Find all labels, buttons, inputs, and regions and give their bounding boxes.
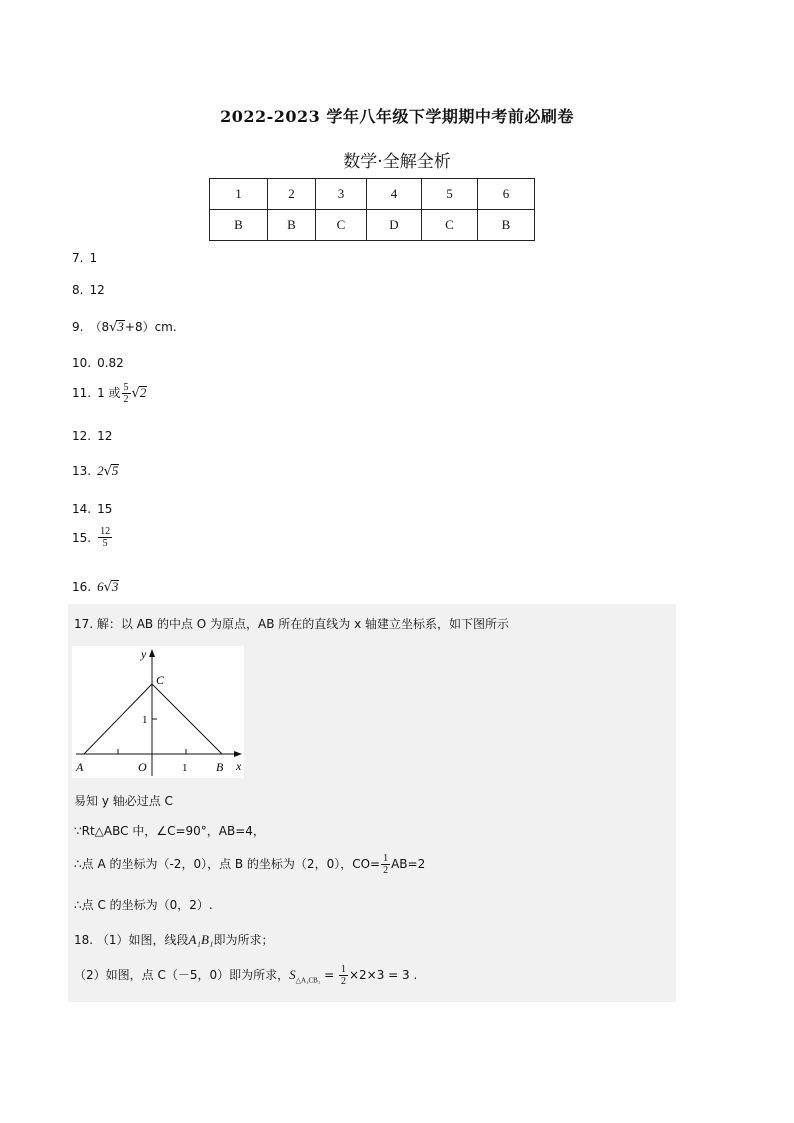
denominator: 5 (102, 538, 108, 549)
radical-sign: √ (103, 580, 112, 595)
q18-line2-tail: ×2×3 = 3 . (348, 968, 418, 982)
origin-label: O (138, 760, 147, 774)
q17-line4: ∴点 C 的坐标为（0，2）. (74, 898, 213, 912)
fraction (381, 853, 390, 876)
numerator: 1 (340, 964, 346, 975)
fraction (339, 964, 348, 987)
page-title: 2022-2023 学年八年级下学期期中考前必刷卷 (220, 107, 574, 126)
answer-q14 (72, 502, 112, 516)
area-symbol: S (289, 967, 296, 982)
point-b-label: B (216, 760, 224, 774)
question-number: 8. (72, 283, 84, 297)
question-number-cell: 3 (316, 179, 367, 210)
question-number: 11. (72, 386, 92, 400)
radicand: 5 (111, 463, 119, 478)
answer-text: 1 (89, 251, 98, 265)
answer-q11 (72, 382, 147, 405)
answer-cell: B (268, 210, 316, 241)
fraction (98, 526, 112, 549)
question-number: 13. (72, 464, 92, 478)
answer-cell: D (367, 210, 422, 241)
answer-cell: B (478, 210, 535, 241)
question-number-cell: 1 (210, 179, 268, 210)
answer-text: 0.82 (97, 356, 124, 370)
question-number: 15. (72, 530, 92, 545)
answer-text: 15 (97, 502, 113, 516)
point-a-label: A (76, 760, 84, 774)
question-number: 10. (72, 356, 92, 370)
question-number-cell: 5 (422, 179, 478, 210)
radicand: 3 (117, 319, 124, 334)
answer-q8 (72, 283, 105, 297)
numerator: 5 (123, 382, 129, 393)
fraction (122, 382, 131, 405)
question-number-cell: 4 (367, 179, 422, 210)
question-number: 9. (72, 320, 84, 334)
q17-intro: 17. 解：以 AB 的中点 O 为原点，AB 所在的直线为 x 轴建立坐标系，如下图所示 (74, 617, 510, 631)
answer-text: 12 (97, 429, 113, 443)
radicand: 2 (139, 385, 147, 400)
answer-q12 (72, 429, 112, 443)
answer-lead: 1 或 (97, 386, 121, 400)
q18-line2 (74, 964, 417, 987)
q17-line1: 易知 y 轴必过点 C (74, 794, 173, 808)
q18-line1 (74, 931, 273, 948)
q17-line3-tail: AB=2 (391, 857, 426, 871)
answer-text: 12 (89, 283, 105, 297)
area-subscript: △A₁CB₁ (295, 976, 321, 985)
answer-q16 (72, 579, 119, 595)
answer-q13 (72, 463, 119, 479)
x-axis-label: x (236, 759, 242, 773)
x-axis-arrow (234, 751, 242, 757)
answer-table (209, 178, 535, 241)
coefficient: 2 (97, 463, 104, 478)
coefficient: 6 (97, 579, 104, 594)
answer-q7 (72, 251, 97, 265)
question-number-cell: 2 (268, 179, 316, 210)
answer-open: （8 (89, 320, 110, 334)
answer-q10 (72, 356, 124, 370)
radicand: 3 (111, 579, 119, 594)
question-number: 16. (72, 580, 92, 594)
segment-label: A₁B₁ (188, 932, 214, 947)
q18-line2-text: （2）如图，点 C（－5，0）即为所求， (74, 968, 290, 982)
x-tick-label: 1 (182, 762, 188, 774)
coordinate-graph-svg (72, 646, 244, 778)
y-axis-arrow (149, 649, 155, 657)
question-number: 14. (72, 502, 92, 516)
answer-table-answer-row (210, 210, 535, 241)
radical-sign: √ (109, 320, 118, 335)
answer-table-header-row (210, 179, 535, 210)
y-axis-label: y (141, 647, 147, 661)
denominator: 2 (340, 976, 346, 987)
point-c-label: C (156, 673, 165, 687)
y-tick-label: 1 (142, 714, 148, 726)
numerator: 1 (383, 853, 389, 864)
segment-cb (152, 684, 222, 754)
q18-line1-tail: 即为所求； (213, 933, 274, 947)
answer-q9 (72, 318, 177, 335)
answer-cell: B (210, 210, 268, 241)
answer-cell: C (316, 210, 367, 241)
answer-rest: +8）cm. (124, 320, 177, 334)
q17-line2: ∵Rt△ABC 中，∠C=90°，AB=4， (74, 824, 265, 838)
answer-q15 (72, 526, 113, 549)
numerator: 12 (100, 526, 111, 537)
equals-sign: = (320, 968, 338, 982)
page-subtitle: 数学·全解全析 (343, 152, 451, 172)
radical-sign: √ (131, 386, 140, 401)
solutions-section (68, 604, 676, 1002)
coordinate-graph (72, 646, 244, 778)
radical-sign: √ (103, 464, 112, 479)
q17-line3 (74, 853, 425, 876)
q18-line1-text: 18. （1）如图，线段 (74, 933, 189, 947)
q17-line3-text: ∴点 A 的坐标为（-2，0），点 B 的坐标为（2，0），CO= (74, 857, 381, 871)
answer-cell: C (422, 210, 478, 241)
question-number: 7. (72, 251, 84, 265)
question-number-cell: 6 (478, 179, 535, 210)
question-number: 12. (72, 429, 92, 443)
denominator: 2 (383, 865, 389, 876)
denominator: 2 (123, 394, 129, 405)
